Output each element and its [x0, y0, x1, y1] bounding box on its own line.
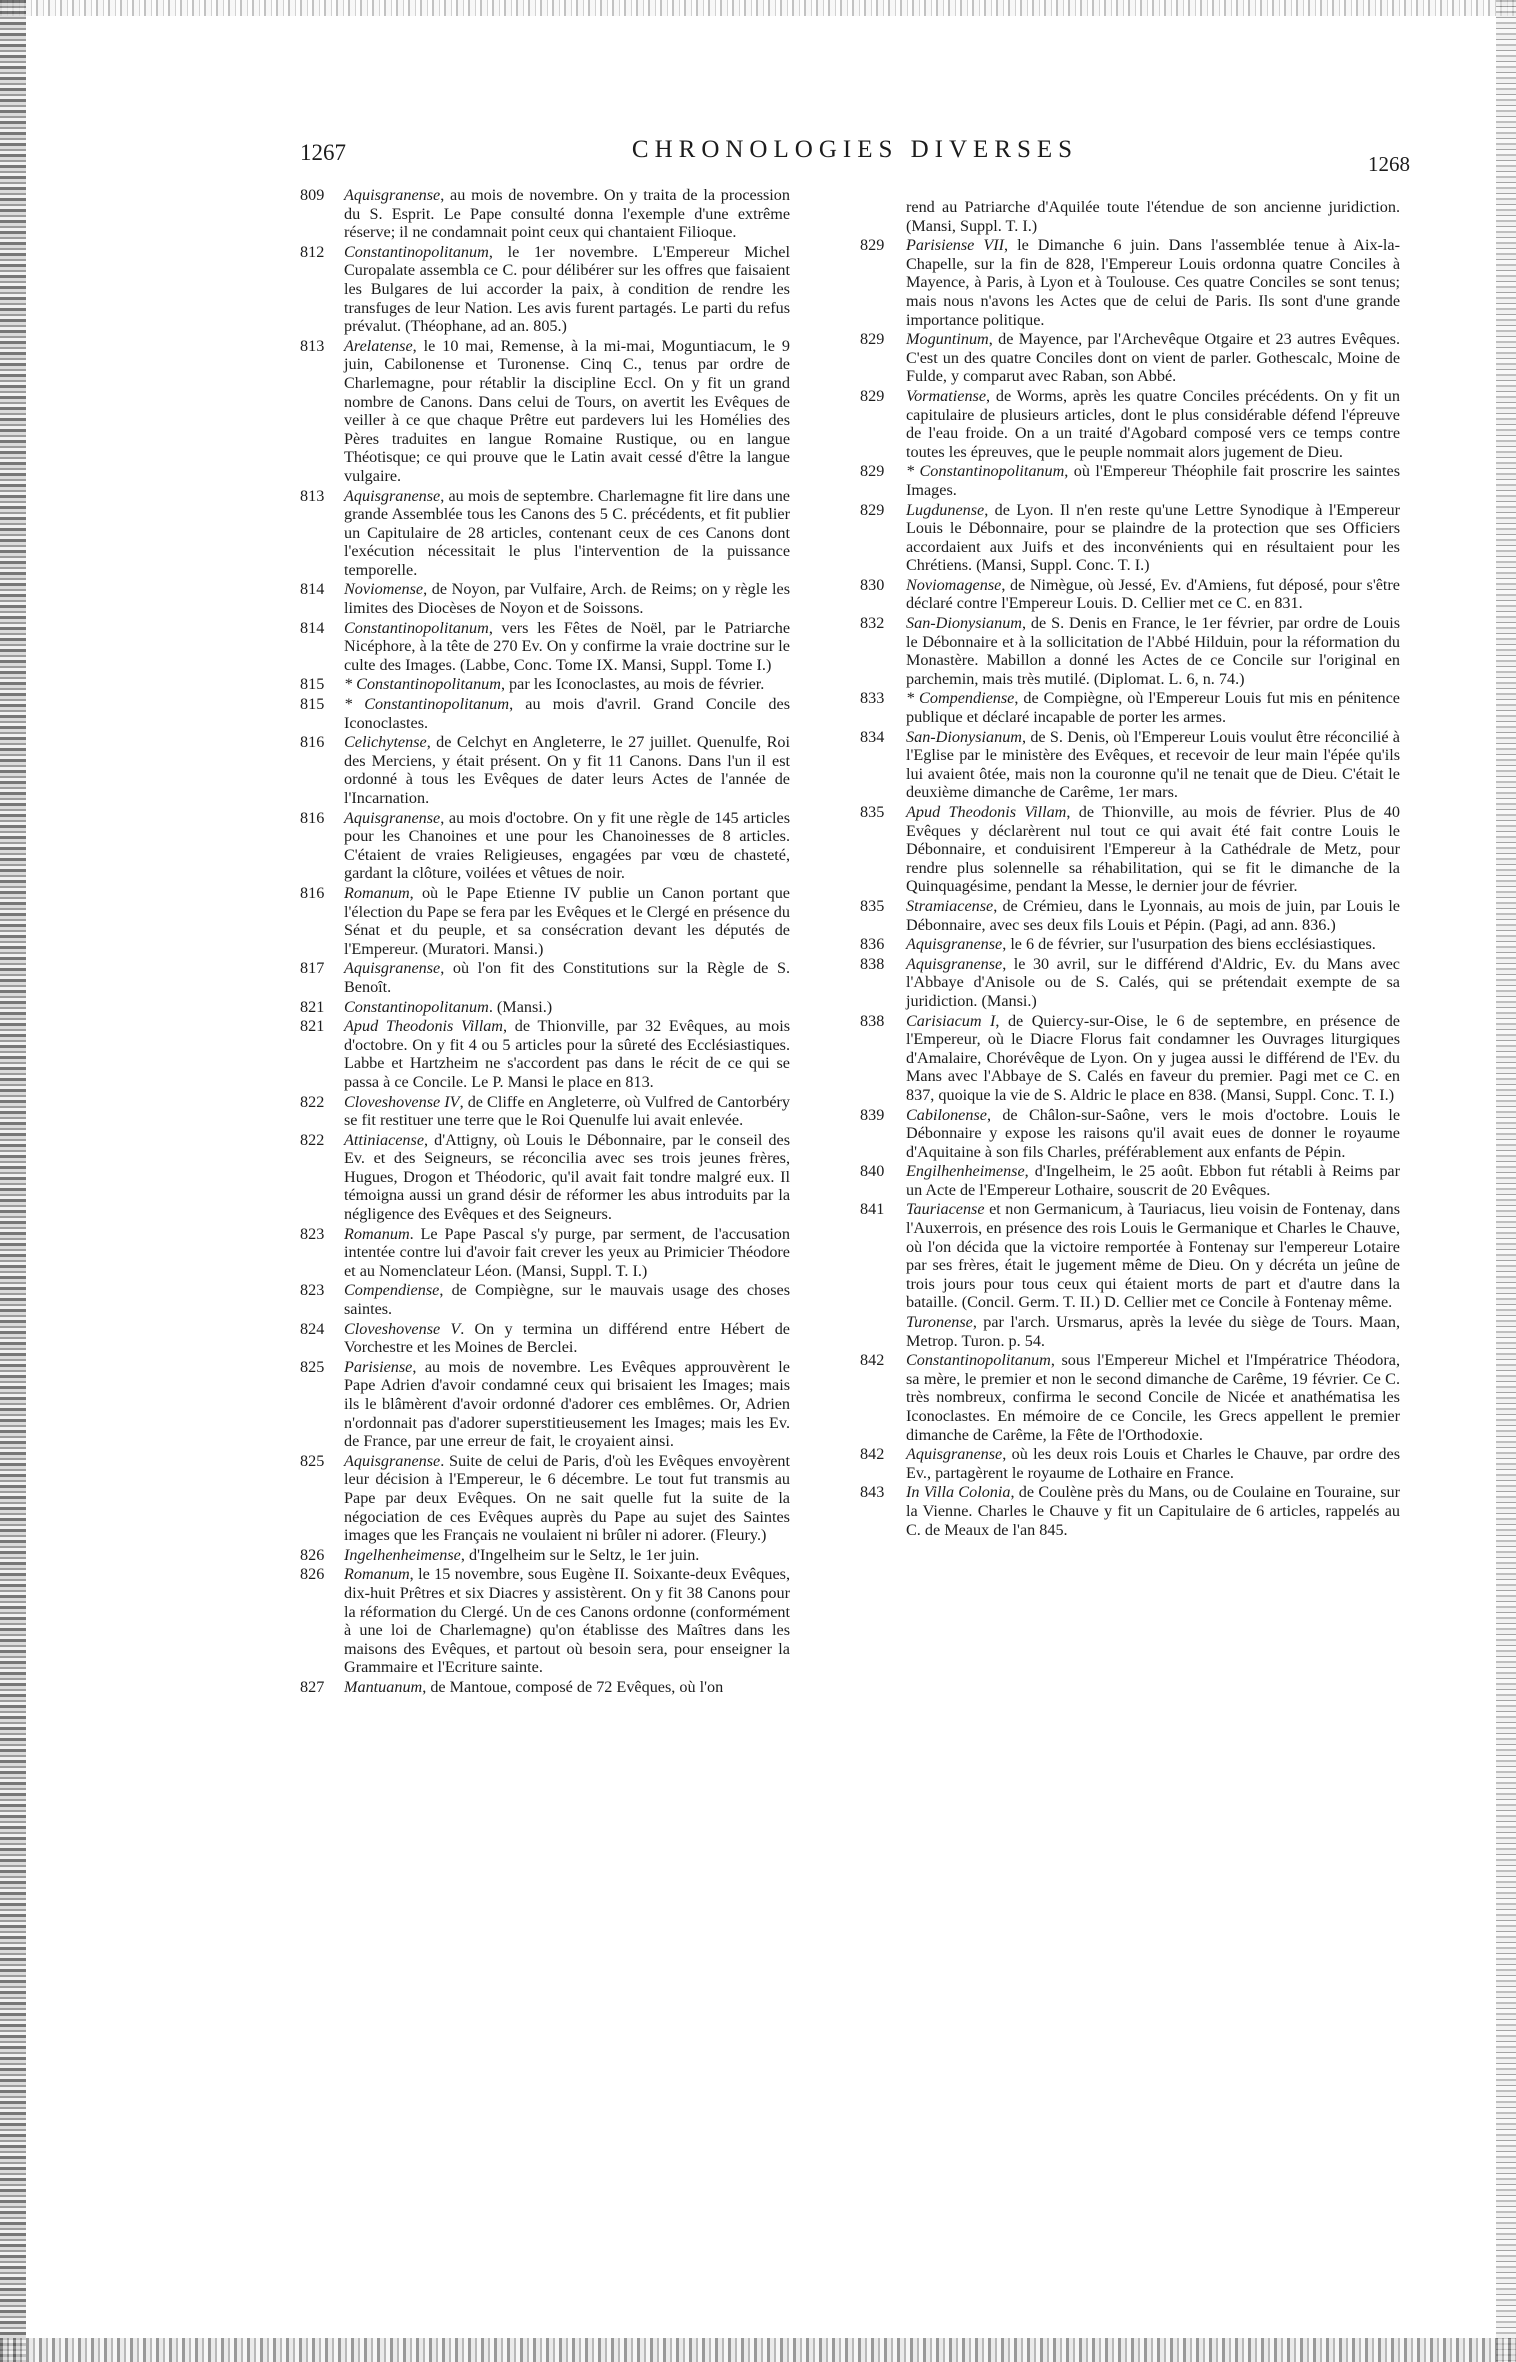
- council-entry: [300, 243, 790, 336]
- entry-text: , de Noyon, par Vulfaire, Arch. de Reims; on y règle les limites des Diocèses de Noyon et de Soissons.: [344, 580, 790, 618]
- council-name: Cabilonense: [906, 1105, 987, 1124]
- council-entry: [300, 186, 790, 242]
- entry-year: 809: [300, 186, 325, 204]
- council-entry: [300, 1093, 790, 1130]
- council-name: Constantinopolitanum: [906, 1351, 1051, 1370]
- council-name: Aquisgranense: [344, 186, 441, 204]
- council-entry: [860, 935, 1400, 954]
- council-name: Arelatense: [344, 336, 413, 355]
- left-column: [300, 186, 790, 1698]
- entry-year: 840: [860, 1162, 885, 1181]
- entry-year: 817: [300, 959, 325, 978]
- entry-year: 829: [860, 236, 885, 255]
- entry-year: 812: [300, 242, 325, 261]
- entry-text: , au mois d'octobre. On y fit une règle de 145 articles pour les Chanoines et une pour les Chanoinesses de 8 articles. C'étaient de vraies Religieuses, engagées par vœu de chasteté, gardant la clôture, voilées et vêtues de noir.: [344, 808, 790, 883]
- entry-text: , le 1er novembre. L'Empereur Michel Curopalate assembla ce C. pour délibérer sur les offres que faisaient les Bulgares de lui accorder la paix, à condition de rendre les transfuges de leur Nation. Les avis furent partagés. Le parti du refus prévalut. (Théophane, ad an. 805.): [344, 242, 790, 336]
- entry-year: 843: [860, 1483, 885, 1502]
- entry-text: , le 6 de février, sur l'usurpation des biens ecclésiastiques.: [1002, 935, 1376, 954]
- entry-year: 829: [860, 462, 885, 481]
- council-name: Celichytense: [344, 733, 427, 752]
- council-name: Engilhenheimense: [906, 1162, 1025, 1181]
- entry-text: , au mois d'avril. Grand Concile des Iconoclastes.: [344, 695, 790, 732]
- entry-year: 829: [860, 500, 885, 519]
- entry-year: 815: [300, 675, 325, 694]
- right-column: [860, 198, 1400, 1540]
- council-name: Attiniacense: [344, 1130, 425, 1149]
- council-name: Romanum: [344, 1224, 410, 1243]
- entry-year: 825: [300, 1451, 325, 1470]
- entry-text: . Suite de celui de Paris, d'où les Evêques envoyèrent leur décision à l'Empereur, le 6 décembre. Le tout fut transmis au Pape par deux Evêques. On ne sait quelle fut la suite de la négociation de ces Evêques auprès du Pape au sujet des Saintes images que les Français ne voulaient ni brûler ni adorer. (Fleury.): [344, 1451, 790, 1545]
- entry-text: , de S. Denis en France, le 1er février, par ordre de Louis le Débonnaire et à la sollicitation de l'Abbé Hilduin, pour la réformation du Monastère. Mabillon a donné les Actes de ce Concile sur l'original en parchemin, mais très mutilé. (Diplomat. L. 6, n. 74.): [906, 614, 1400, 688]
- council-entry: [300, 487, 790, 580]
- council-entry: [300, 1225, 790, 1281]
- entry-year: 834: [860, 727, 885, 746]
- entry-year: 814: [300, 618, 325, 637]
- entry-year: 836: [860, 935, 885, 954]
- council-entry: [860, 803, 1400, 896]
- council-entry: [300, 959, 790, 996]
- council-name: Carisiacum I: [906, 1011, 996, 1030]
- entry-text: , de Compiègne, où l'Empereur Louis fut mis en pénitence publique et déclaré incapable de porter les armes.: [906, 689, 1400, 727]
- entry-year: 841: [860, 1200, 885, 1219]
- entry-year: 835: [860, 896, 885, 915]
- entry-text: , de Worms, après les quatre Conciles précédents. On y fit un capitulaire de plusieurs articles, dont le plus considérable défend l'épreuve de l'eau froide. On a un traité d'Agobard composé vers ce temps contre toutes les épreuves, que le peuple nommait alors jugement de Dieu.: [906, 386, 1400, 461]
- council-entry: [300, 1131, 790, 1224]
- council-name: Lugdunense: [906, 500, 985, 519]
- entry-text: , sous l'Empereur Michel et l'Impératrice Théodora, sa mère, le premier et non le second dimanche de Carême, 19 février. Ce C. très nombreux, confirma le second Concile de Nicée et anathématisa les Iconoclastes. En mémoire de ce Concile, les Grecs appellent le premier dimanche de Carême, la Fête de l'Orthodoxie.: [906, 1351, 1400, 1444]
- council-name: Aquisgranense: [344, 808, 441, 827]
- council-entry: [300, 884, 790, 958]
- council-name: Romanum: [344, 1565, 410, 1584]
- entry-text: , de Crémieu, dans le Lyonnais, au mois de juin, par Louis le Débonnaire, avec ses deux fils Louis et Pépin. (Pagi, ad ann. 836.): [906, 896, 1400, 934]
- entry-year: 842: [860, 1445, 885, 1464]
- entry-text: , de Nimègue, où Jessé, Ev. d'Amiens, fut déposé, pour s'être déclaré contre l'Empereur Louis. D. Cellier met ce C. en 831.: [906, 575, 1400, 613]
- council-entry: [300, 1320, 790, 1357]
- entry-text: , de S. Denis, où l'Empereur Louis voulut être réconcilié à l'Eglise par le ministère des Evêques, et recevoir de leur main l'épée qu'ils lui avaient ôtée, mais non la couronne qu'il ne tenait que de Dieu. C'était le deuxième dimanche de Carême, 1er mars.: [906, 727, 1400, 802]
- entry-text: , de Celchyt en Angleterre, le 27 juillet. Quenulfe, Roi des Merciens, y était présent. On y fit 11 Canons. Dans l'un il est ordonné à tous les Evêques de dater leurs Actes de l'année de l'Incarnation.: [344, 733, 790, 807]
- council-name: Constantinopolitanum: [344, 997, 489, 1016]
- running-title: CHRONOLOGIES DIVERSES: [631, 136, 1079, 163]
- entry-year: 815: [300, 695, 325, 714]
- council-name: Cloveshovense V: [344, 1319, 461, 1338]
- council-name: Aquisgranense: [344, 959, 441, 978]
- council-name: Apud Theodonis Villam: [344, 1017, 504, 1036]
- council-entry: [300, 809, 790, 883]
- entry-year: 816: [300, 733, 325, 752]
- scan-edge-bottom: [0, 2338, 1516, 2362]
- entry-text: , au mois de novembre. Les Evêques approuvèrent le Pape Adrien d'avoir condamné ceux qui brisaient les Images; mais ils le blâmèrent d'avoir ordonné d'adorer ces emblêmes. Or, Adrien n'ordonnait pas d'adorer superstitieusement les Images; mais les Ev. de France, par une erreur de fait, le croyaient ainsi.: [344, 1357, 790, 1451]
- entry-text: , de Châlon-sur-Saône, vers le mois d'octobre. Louis le Débonnaire y expose les raisons qu'il avait eues de donner le royaume d'Aquitaine à son fils Charles, préférablement aux enfants de Pépin.: [906, 1105, 1400, 1161]
- council-entry: [860, 1200, 1400, 1312]
- council-entry: [860, 897, 1400, 934]
- entry-year: 824: [300, 1319, 325, 1338]
- entry-text: , par les Iconoclastes, au mois de février.: [500, 675, 765, 694]
- council-entry: [860, 236, 1400, 329]
- entry-text: , de Thionville, au mois de février. Plus de 40 Evêques y déclarèrent nul tout ce qui avait été fait contre Louis le Débonnaire, et conduisirent l'Empereur à la Cathédrale de Metz, pour rendre plus solennelle sa réhabilitation, qui se fit le dimanche de la Quinquagésime, pendant la Messe, le dernier jour de février.: [906, 803, 1400, 896]
- entry-text: , de Thionville, par 32 Evêques, au mois d'octobre. On y fit 4 ou 5 articles pour la sûreté des Ecclésiastiques. Labbe et Hartzheim ne s'accordent pas dans le récit de ce qui se passa à ce Concile. Le P. Mansi le place en 813.: [344, 1017, 790, 1091]
- council-name: Stramiacense: [906, 896, 994, 915]
- council-name: Parisiense VII: [906, 236, 1005, 255]
- council-entry: [860, 1012, 1400, 1105]
- entry-text: , où l'Empereur Théophile fait proscrire les saintes Images.: [906, 462, 1400, 499]
- council-name: San-Dionysianum: [906, 614, 1022, 633]
- council-name: Ingelhenheimense: [344, 1545, 461, 1564]
- council-entry: [300, 998, 790, 1017]
- entry-text: et non Germanicum, à Tauriacus, lieu voisin de Fontenay, dans l'Auxerrois, en présence des rois Louis le Germanique et Charles le Chauve, où l'on décida que la victoire remportée à Fontenay sur l'empereur Lotaire par ses frères, était le jugement même de Dieu. On y décréta un jeûne de trois jours pour tous ceux qui étaient morts de part et d'autre dans la bataille. (Concil. Germ. T. II.) D. Cellier met ce Concile à Fontenay même.: [906, 1200, 1400, 1312]
- council-entry: [300, 733, 790, 807]
- council-entry: [860, 1351, 1400, 1444]
- council-name: Moguntinum: [906, 330, 989, 349]
- entry-text: . Le Pape Pascal s'y purge, par serment, de l'accusation intentée contre lui d'avoir fait crever les yeux au Primicier Théodore et au Nomenclateur Léon. (Mansi, Suppl. T. I.): [344, 1224, 790, 1280]
- entry-text: , de Coulène près du Mans, ou de Coulaine en Touraine, sur la Vienne. Charles le Chauve y fit un Capitulaire de 6 articles, rappelés au C. de Meaux de l'an 845.: [906, 1483, 1400, 1539]
- entry-text: , de Mantoue, composé de 72 Evêques, où l'on: [422, 1677, 724, 1696]
- council-entry: [300, 1546, 790, 1565]
- council-name: Compendiense: [344, 1281, 440, 1300]
- entry-text: , où les deux rois Louis et Charles le Chauve, par ordre des Ev., partagèrent le royaume de Lothaire en France.: [906, 1445, 1400, 1482]
- council-name: * Constantinopolitanum: [344, 695, 510, 714]
- council-entry: [300, 1017, 790, 1091]
- entry-text: , vers les Fêtes de Noël, par le Patriarche Nicéphore, à la tête de 270 Ev. On y confirme la vraie doctrine sur le culte des Images. (Labbe, Conc. Tome IX. Mansi, Suppl. Tome I.): [344, 618, 790, 674]
- council-entry: [860, 387, 1400, 461]
- entry-year: 833: [860, 689, 885, 708]
- entry-text: , d'Ingelheim sur le Seltz, le 1er juin.: [460, 1545, 700, 1564]
- council-name: In Villa Colonia: [906, 1483, 1011, 1502]
- council-name: Aquisgranense: [344, 1451, 441, 1470]
- council-name: Aquisgranense: [906, 954, 1003, 973]
- entry-text: , d'Attigny, où Louis le Débonnaire, par le conseil des Ev. et des Seigneurs, se réconcilia avec ses trois jeunes frères, Hugues, Drogon et Théodoric, qu'il avait fait tondre malgré eux. Il témoigna aussi un grand désir de réformer les abus introduits par la négligence des Evêques et des Seigneurs.: [344, 1130, 790, 1224]
- council-name: Romanum: [344, 883, 410, 902]
- entry-year: 829: [860, 386, 885, 405]
- council-entry: [860, 330, 1400, 386]
- council-entry: [300, 695, 790, 732]
- entry-text: , le 15 novembre, sous Eugène II. Soixante-deux Evêques, dix-huit Prêtres et six Diacres y assistèrent. On y fit 38 Canons pour la réformation du Clergé. Un de ces Canons ordonne (conformément à une loi de Charlemagne) qu'on établisse des Maîtres dans les maisons des Evêques, et partout où besoin sera, pour enseigner la Grammaire et l'Ecriture sainte.: [344, 1565, 790, 1677]
- entry-text: . On y termina un différend entre Hébert de Vorchestre et les Moines de Berclei.: [344, 1319, 790, 1357]
- council-name: Aquisgranense: [906, 935, 1003, 954]
- council-entry: [300, 1565, 790, 1677]
- page-header: [300, 136, 1410, 180]
- entry-year: 832: [860, 614, 885, 633]
- page-number-left: 1267: [300, 140, 346, 165]
- entry-text: , de Lyon. Il n'en reste qu'une Lettre Synodique à l'Empereur Louis le Débonnaire, pour se plaindre de la protection que ses Officiers accordaient aux Juifs et des inconvénients qui en résultaient pour les Chrétiens. (Mansi, Suppl. Conc. T. I.): [906, 500, 1400, 575]
- council-entry: [860, 576, 1400, 613]
- entry-text: , de Quiercy-sur-Oise, le 6 de septembre, en présence de l'Empereur, où le Diacre Florus fait condamner les Ouvrages liturgiques d'Amalaire, Chorévêque de Lyon. On y jugea aussi le différend de l'Ev. du Mans avec l'Abbaye de S. Calés en faveur du premier. Pagi met ce C. en 837, quoique la vie de S. Aldric le place en 838. (Mansi, Suppl. Conc. T. I.): [906, 1011, 1400, 1104]
- council-entry: [300, 619, 790, 675]
- page-number-right: 1268: [1368, 152, 1410, 176]
- entry-year: 823: [300, 1281, 325, 1300]
- entry-text: , d'Ingelheim, le 25 août. Ebbon fut rétabli à Reims par un Acte de l'Empereur Lothaire, souscrit de 20 Evêques.: [906, 1162, 1400, 1199]
- entry-year: 838: [860, 1011, 885, 1030]
- council-name: Vormatiense: [906, 386, 987, 405]
- council-entry: [300, 580, 790, 617]
- council-entry: [300, 1452, 790, 1545]
- entry-text: , au mois de septembre. Charlemagne fit lire dans une grande Assemblée tous les Canons des 5 C. précédents, et fit publier un Capitulaire de 28 articles, contenant ceux de ces Canons dont l'exécution nécessitait le plus l'intervention de la puissance temporelle.: [344, 486, 790, 579]
- entry-year: 826: [300, 1565, 325, 1584]
- entry-text: , où le Pape Etienne IV publie un Canon portant que l'élection du Pape se fera par les Evêques et le Clergé en présence du Sénat et du peuple, et sa consécration devant les députés de l'Empereur. (Muratori. Mansi.): [344, 883, 790, 958]
- council-entry: [300, 675, 790, 694]
- entry-year: 821: [300, 1017, 325, 1036]
- council-entry: [860, 462, 1400, 499]
- council-name: Noviomense: [344, 580, 424, 599]
- council-entry: [860, 614, 1400, 688]
- entry-year: 816: [300, 808, 325, 827]
- entry-year: 838: [860, 954, 885, 973]
- council-name: Cloveshovense IV: [344, 1092, 460, 1111]
- council-entry: [860, 689, 1400, 726]
- entry-text: , de Cliffe en Angleterre, où Vulfred de Cantorbéry se fit restituer une terre que le Roi Quenulfe lui avait enlevée.: [344, 1092, 790, 1130]
- council-entry: [300, 1281, 790, 1318]
- entry-text: , de Compiègne, sur le mauvais usage des choses saintes.: [344, 1281, 790, 1319]
- entry-year: 823: [300, 1224, 325, 1243]
- entry-year: 827: [300, 1677, 325, 1696]
- scan-edge-left: [0, 0, 26, 2362]
- scan-edge-right: [1496, 0, 1516, 2362]
- council-name: Constantinopolitanum: [344, 242, 489, 261]
- council-name: San-Dionysianum: [906, 727, 1022, 746]
- entry-year: 842: [860, 1351, 885, 1370]
- entry-year: 830: [860, 575, 885, 594]
- council-entry: [860, 1106, 1400, 1162]
- entry-year: 829: [860, 330, 885, 349]
- council-name: Parisiense: [344, 1357, 413, 1376]
- council-name: Turonense: [906, 1313, 973, 1332]
- entry-year: 825: [300, 1357, 325, 1376]
- entry-text: . (Mansi.): [488, 997, 553, 1016]
- scan-edge-top: [0, 0, 1516, 16]
- council-entry: [860, 728, 1400, 802]
- entry-text: , par l'arch. Ursmarus, après la levée du siège de Tours. Maan, Metrop. Turon. p. 54.: [906, 1313, 1400, 1350]
- council-name: Aquisgranense: [344, 486, 441, 505]
- council-name: Mantuanum: [344, 1677, 423, 1696]
- entry-text: , où l'on fit des Constitutions sur la Règle de S. Benoît.: [344, 959, 790, 996]
- council-entry: [300, 1678, 790, 1697]
- entry-year: 822: [300, 1092, 325, 1111]
- council-name: Apud Theodonis Villam: [906, 803, 1067, 821]
- entry-year: 835: [860, 803, 885, 821]
- council-entry: [860, 1483, 1400, 1539]
- council-name: * Compendiense: [906, 689, 1015, 708]
- council-entry: [860, 1162, 1400, 1199]
- entry-year: 816: [300, 883, 325, 902]
- council-entry: [300, 1358, 790, 1451]
- entry-text: , au mois de novembre. On y traita de la procession du S. Esprit. Le Pape consulté donna l'exemple d'une extrême réserve; il ne condamnait point ceux qui chantaient Filioque.: [344, 186, 790, 242]
- entry-year: 822: [300, 1130, 325, 1149]
- entry-text: , le 30 avril, sur le différend d'Aldric, Ev. du Mans avec l'Abbaye d'Anisole ou de S. Calés, qui se prétendait exempte de sa juridiction. (Mansi.): [906, 954, 1400, 1010]
- entry-year: 813: [300, 486, 325, 505]
- council-entry: [860, 501, 1400, 575]
- council-entry: [860, 1445, 1400, 1482]
- entry-year: 821: [300, 997, 325, 1016]
- council-name: * Constantinopolitanum: [906, 462, 1065, 481]
- council-name: Tauriacense: [906, 1200, 985, 1219]
- entry-text: , de Mayence, par l'Archevêque Otgaire et 23 autres Evêques. C'est un des quatre Conciles dont on vient de parler. Gothescalc, Moine de Fulde, y comparut avec Raban, son Abbé.: [906, 330, 1400, 386]
- council-name: * Constantinopolitanum: [344, 675, 501, 694]
- entry-year: 826: [300, 1545, 325, 1564]
- council-entry: [300, 337, 790, 486]
- entry-year: 839: [860, 1105, 885, 1124]
- council-name: Noviomagense: [906, 575, 1002, 594]
- entry-year: 814: [300, 580, 325, 599]
- council-entry: [860, 955, 1400, 1011]
- entry-text: , le 10 mai, Remense, à la mi-mai, Moguntiacum, le 9 juin, Cabilonense et Turonense. Cinq C., tenus par ordre de Charlemagne, pour rétablir la discipline Eccl. On y fit un grand nombre de Canons. Dans celui de Tours, on avertit les Evêques de veiller à ce que chaque Prêtre eut pardevers lui les Homélies des Pères traduites en langue Romaine Rustique, ou en langue Théotisque; ce qui prouve que le Latin avait cessé d'être la langue vulgaire.: [344, 336, 790, 485]
- council-entry: [860, 1313, 1400, 1350]
- council-name: Constantinopolitanum: [344, 618, 489, 637]
- council-name: Aquisgranense: [906, 1445, 1003, 1464]
- entry-year: 813: [300, 336, 325, 355]
- entry-text: rend au Patriarche d'Aquilée toute l'étendue de son ancienne juridiction. (Mansi, Suppl. T. I.): [906, 198, 1400, 235]
- council-entry: [860, 198, 1400, 235]
- entry-text: , le Dimanche 6 juin. Dans l'assemblée tenue à Aix-la-Chapelle, sur la fin de 828, l'Empereur Louis ordonna quatre Conciles à Mayence, à Paris, à Lyon et à Toulouse. Ces quatre Conciles se sont tenus; mais nous n'avons les Actes que de celui de Paris. Ils sont d'une grande importance politique.: [906, 236, 1400, 329]
